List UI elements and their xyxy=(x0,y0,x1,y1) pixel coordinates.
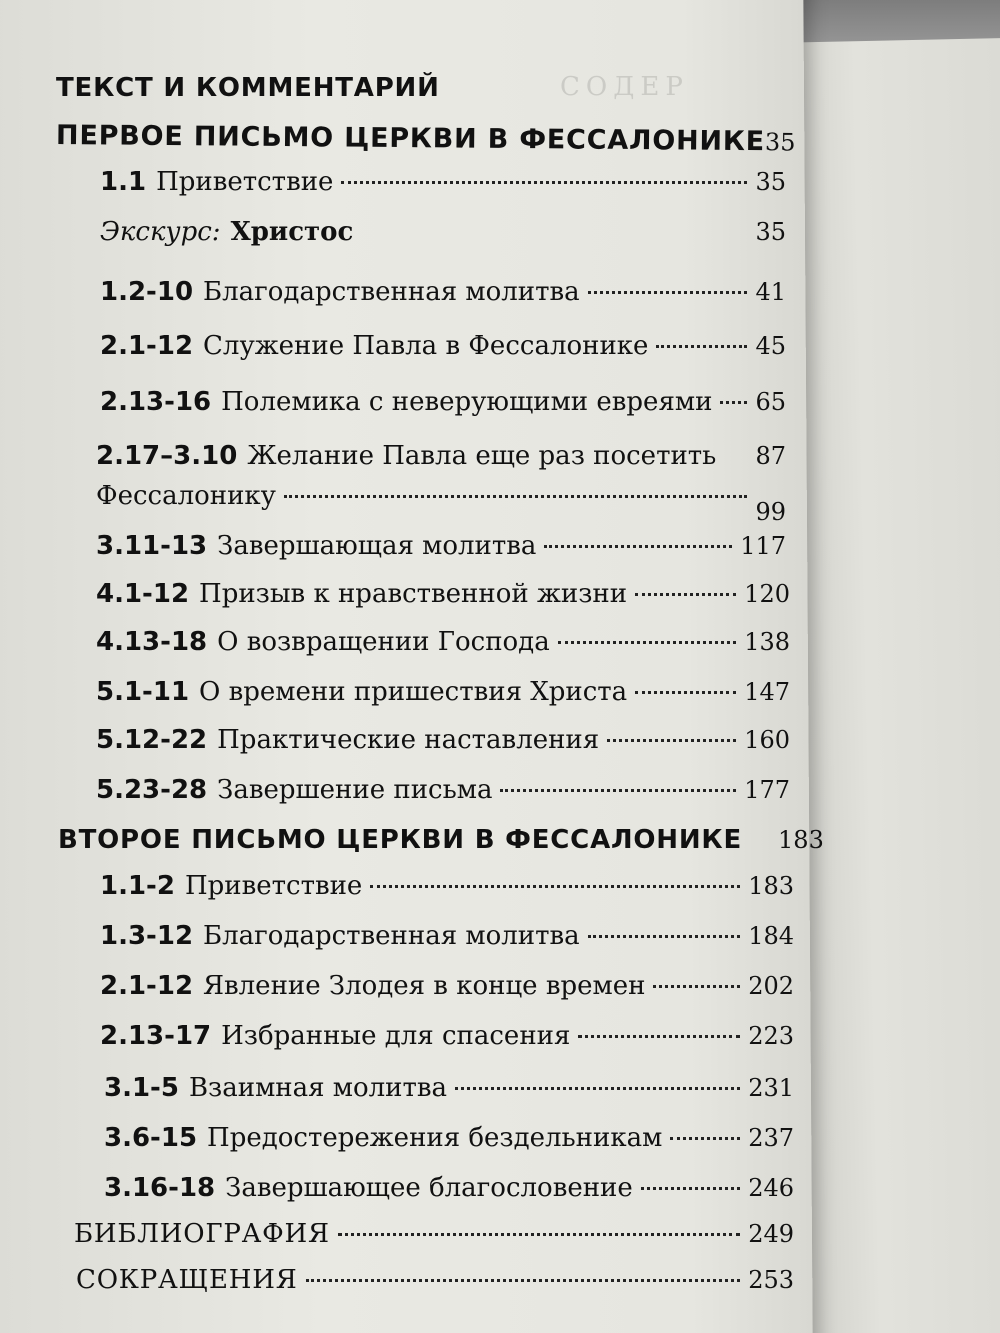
leader-dots xyxy=(750,839,770,842)
toc-abbreviations xyxy=(76,1264,794,1296)
entry-ref: 5.12-22 xyxy=(96,725,208,755)
page-number: 177 xyxy=(744,776,790,804)
leader-dots xyxy=(588,291,748,294)
toc-entry xyxy=(96,530,786,562)
page-number: 184 xyxy=(748,922,794,950)
toc-section-first-letter xyxy=(55,120,796,158)
toc-entry xyxy=(100,386,786,418)
entry-ref: 1.2-10 xyxy=(100,277,194,307)
entry-ref: 3.1-5 xyxy=(104,1073,179,1103)
leader-dots xyxy=(607,739,736,742)
toc-entry xyxy=(100,330,786,362)
entry-ref: 3.6-15 xyxy=(104,1123,198,1153)
entry-label: Желание Павла еще раз посетить xyxy=(247,441,717,471)
page-number: 65 xyxy=(755,388,786,416)
toc-section-second-letter xyxy=(58,824,824,856)
entry-ref: 2.17–3.10 xyxy=(96,441,238,471)
section-title: ПЕРВОЕ ПИСЬМО ЦЕРКВИ В ФЕССАЛОНИКЕ xyxy=(55,120,766,158)
leader-dots xyxy=(284,495,747,498)
toc-entry xyxy=(96,774,790,806)
entry-label: Явление Злодея в конце времен xyxy=(203,971,646,1001)
entry-label: Благодарственная молитва xyxy=(203,921,580,951)
page-number: 35 xyxy=(755,218,786,246)
entry-label: Избранные для спасения xyxy=(221,1021,571,1051)
leader-dots xyxy=(641,1187,740,1190)
entry-label: Практические наставления xyxy=(217,725,600,755)
entry-ref: 2.13-17 xyxy=(100,1021,212,1051)
entry-label: Завершение письма xyxy=(217,775,493,805)
entry-ref: 3.11-13 xyxy=(96,531,208,561)
entry-label: СОКРАЩЕНИЯ xyxy=(76,1265,298,1295)
page-number: 35 xyxy=(755,168,786,196)
toc-entry xyxy=(100,1020,794,1052)
entry-label: Завершающее благословение xyxy=(225,1173,633,1203)
entry-ref: 1.3-12 xyxy=(100,921,194,951)
toc-entry xyxy=(96,626,790,658)
toc-entry-excursus xyxy=(100,216,786,248)
entry-ref: 2.1-12 xyxy=(100,331,194,361)
entry-label: О возвращении Господа xyxy=(217,627,550,657)
page-number: 87 xyxy=(755,442,786,470)
page-number: 249 xyxy=(748,1220,794,1248)
toc-entry xyxy=(100,970,794,1002)
leader-dots xyxy=(588,935,741,938)
entry-ref: 2.13-16 xyxy=(100,387,212,417)
entry-ref: 5.23-28 xyxy=(96,775,208,805)
leader-dots xyxy=(635,593,736,596)
leader-dots xyxy=(306,1279,741,1282)
page-number: 253 xyxy=(748,1266,794,1294)
entry-label: О времени пришествия Христа xyxy=(199,677,628,707)
page-number: 183 xyxy=(778,826,824,854)
entry-label: Взаимная молитва xyxy=(188,1073,448,1103)
leader-dots xyxy=(361,231,747,234)
page-number: 35 xyxy=(764,128,796,157)
entry-label: БИБЛИОГРАФИЯ xyxy=(74,1219,330,1249)
toc-entry xyxy=(100,276,786,308)
entry-label: Приветствие xyxy=(184,871,363,901)
page-number: 246 xyxy=(748,1174,794,1202)
entry-ref: 3.16-18 xyxy=(104,1173,216,1203)
entry-label-continued: Фессалонику xyxy=(96,481,276,511)
toc-entry xyxy=(96,724,790,756)
page-number: 138 xyxy=(744,628,790,656)
page-number: 202 xyxy=(748,972,794,1000)
leader-dots xyxy=(455,1087,740,1090)
toc-entry xyxy=(96,578,790,610)
entry-ref: 4.1-12 xyxy=(96,579,190,609)
toc-entry xyxy=(104,1122,794,1154)
toc-entry xyxy=(104,1072,794,1104)
leader-dots xyxy=(370,885,740,888)
page-number: 223 xyxy=(748,1022,794,1050)
page-number: 45 xyxy=(755,332,786,360)
page-number: 41 xyxy=(755,278,786,306)
toc-part-heading xyxy=(56,72,796,104)
entry-label: Служение Павла в Фессалонике xyxy=(203,331,649,361)
leader-dots xyxy=(635,691,736,694)
leader-dots xyxy=(670,1137,740,1140)
toc-entry xyxy=(96,676,790,708)
section-title: ВТОРОЕ ПИСЬМО ЦЕРКВИ В ФЕССАЛОНИКЕ xyxy=(58,825,743,855)
leader-dots xyxy=(653,985,740,988)
page-number: 120 xyxy=(744,580,790,608)
page-number: 99 xyxy=(755,498,786,526)
toc-entry xyxy=(100,920,794,952)
page-number: 183 xyxy=(748,872,794,900)
entry-label: Предостережения бездельникам xyxy=(207,1123,663,1153)
entry-label: Завершающая молитва xyxy=(217,531,537,561)
toc-entry-multiline xyxy=(96,440,786,472)
entry-ref: 4.13-18 xyxy=(96,627,208,657)
toc-entry-continuation xyxy=(96,480,786,526)
entry-label: Полемика с неверующими евреями xyxy=(221,387,713,417)
page-number: 117 xyxy=(740,532,786,560)
page-number: 231 xyxy=(748,1074,794,1102)
entry-ref: 5.1-11 xyxy=(96,677,190,707)
part-title: ТЕКСТ И КОММЕНТАРИЙ xyxy=(56,73,440,103)
leader-dots xyxy=(338,1233,740,1236)
entry-label: Благодарственная молитва xyxy=(203,277,580,307)
toc-bibliography xyxy=(74,1218,794,1250)
leader-dots xyxy=(558,641,736,644)
toc-entry xyxy=(100,870,794,902)
toc-entry xyxy=(100,166,786,198)
excursus-prefix: Экскурс: xyxy=(100,217,221,247)
page-number: 237 xyxy=(748,1124,794,1152)
entry-ref: 2.1-12 xyxy=(100,971,194,1001)
leader-dots xyxy=(724,455,747,458)
entry-label: Приветствие xyxy=(156,167,334,197)
leader-dots xyxy=(544,545,732,548)
page-number: 160 xyxy=(744,726,790,754)
leader-dots xyxy=(578,1035,740,1038)
entry-ref: 1.1 xyxy=(100,167,147,197)
toc-entry xyxy=(104,1172,794,1204)
leader-dots xyxy=(341,181,747,184)
leader-dots xyxy=(656,345,747,348)
bleed-through-text: СОДЕР xyxy=(560,72,689,102)
leader-dots xyxy=(720,401,747,404)
page-number: 147 xyxy=(744,678,790,706)
entry-ref: 1.1-2 xyxy=(100,871,175,901)
entry-label: Призыв к нравственной жизни xyxy=(199,579,628,609)
entry-label: Христос xyxy=(230,217,354,247)
leader-dots xyxy=(500,789,736,792)
